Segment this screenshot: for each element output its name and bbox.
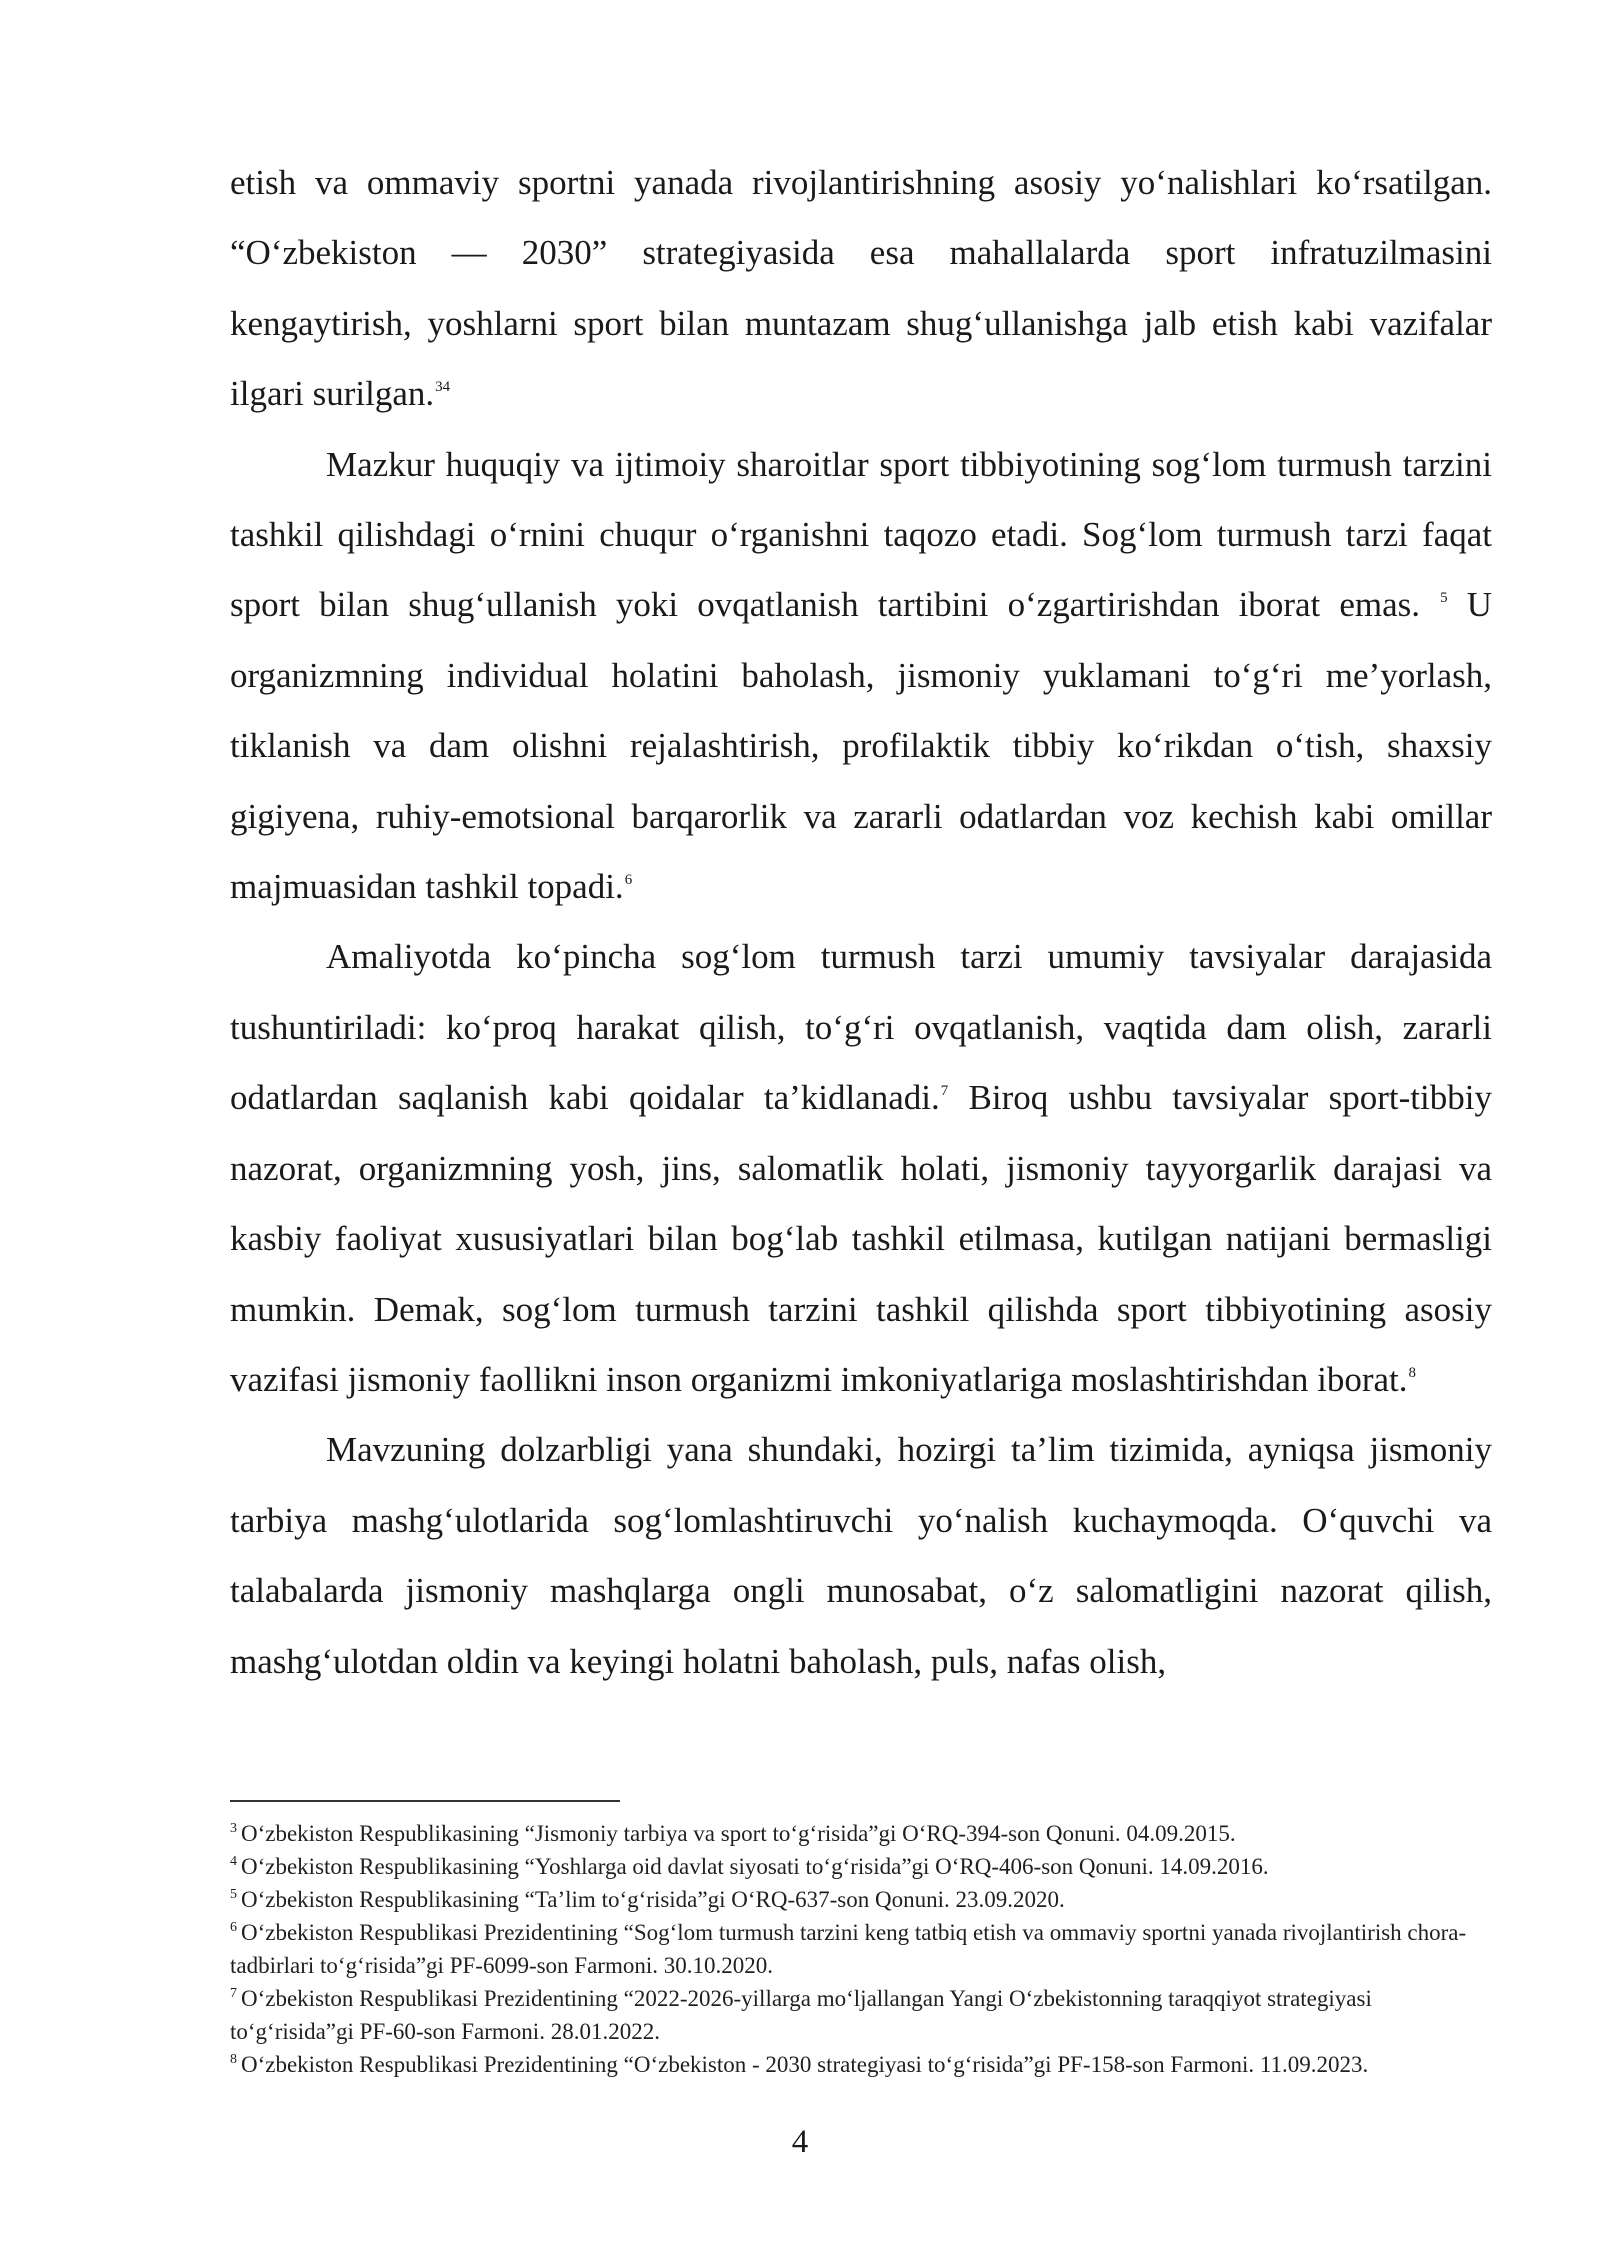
footnote-text: O‘zbekiston Respublikasining “Ta’lim to‘g‘risida”gi O‘RQ-637-son Qonuni. 23.09.2020. [241,1887,1065,1912]
footnote [230,1883,1492,1916]
footnote-number: 6 [230,1920,237,1935]
body-text [230,148,1492,1697]
footnote-number: 4 [230,1854,237,1869]
footnote-number: 8 [230,2052,237,2067]
footnote-reference[interactable]: 34 [435,379,451,396]
footnote [230,1817,1492,1850]
footnote-text: O‘zbekiston Respublikasi Prezidentining “Sog‘lom turmush tarzini keng tatbiq etish va ommaviy sportni yanada rivojlantirish chora-tadbirlari to‘g‘risida”gi PF-6099-son Farmoni. 30.10.2020. [230,1920,1467,1978]
footnote-text: O‘zbekiston Respublikasining “Yoshlarga oid davlat siyosati to‘g‘risida”gi O‘RQ-406-son Qonuni. 14.09.2016. [241,1854,1269,1879]
footnote [230,1982,1492,2048]
paragraph-text: Amaliyotda ko‘pincha sog‘lom turmush tarzi umumiy tavsiyalar darajasida tushuntiriladi: ko‘proq harakat qilish, to‘g‘ri ovqatlanish, vaqtida dam olish, zararli odatlardan saqlanish kabi qoidalar ta’kidlanadi. [230,937,1492,1118]
footnote-text: O‘zbekiston Respublikasining “Jismoniy tarbiya va sport to‘g‘risida”gi O‘RQ-394-son Qonuni. 04.09.2015. [241,1821,1236,1846]
paragraph-text: Mazkur huquqiy va ijtimoiy sharoitlar sport tibbiyotining sog‘lom turmush tarzini tashkil qilishdagi o‘rnini chuqur o‘rganishni taqozo etadi. Sog‘lom turmush tarzi faqat sport bilan shug‘ullanish yoki ovqatlanish tartibini o‘zgartirishdan iborat emas. [230,444,1492,625]
footnote-number: 3 [230,1821,237,1836]
paragraph-text: U organizmning individual holatini baholash, jismoniy yuklamani to‘g‘ri me’yorlash, tiklanish va dam olishni rejalashtirish, profilaktik tibbiy ko‘rikdan o‘tish, shaxsiy gigiyena, ruhiy-emotsional barqarorlik va zararli odatlardan voz kechish kabi omillar majmuasidan tashkil topadi. [230,585,1492,907]
footnote-number: 7 [230,1986,237,2001]
body-paragraph [230,922,1492,1415]
footnote-number: 5 [230,1887,237,1902]
footnote-reference[interactable]: 8 [1408,1364,1416,1381]
paragraph-text: Biroq ushbu tavsiyalar sport-tibbiy nazorat, organizmning yosh, jins, salomatlik holati, jismoniy tayyorgarlik darajasi va kasbiy faoliyat xususiyatlari bilan bog‘lab tashkil etilmasa, kutilgan natijani bermasligi mumkin. Demak, sog‘lom turmush tarzini tashkil qilishda sport tibbiyotining asosiy vazifasi jismoniy faollikni inson organizmi imkoniyatlariga moslashtirishdan iborat. [230,1078,1492,1399]
footnote [230,2048,1492,2081]
footnotes [230,1817,1492,2081]
paragraph-text: etish va ommaviy sportni yanada rivojlantirishning asosiy yo‘nalishlari ko‘rsatilgan. “O‘zbekiston — 2030” strategiyasida esa mahallalarda sport infratuzilmasini kengaytirish, yoshlarni sport bilan muntazam shug‘ullanishga jalb etish kabi vazifalar ilgari surilgan. [230,163,1492,414]
footnote [230,1916,1492,1982]
body-paragraph [230,1415,1492,1697]
footnote-text: O‘zbekiston Respublikasi Prezidentining “2022-2026-yillarga mo‘ljallangan Yangi O‘zbekistonning taraqqiyot strategiyasi to‘g‘risida”gi PF-60-son Farmoni. 28.01.2022. [230,1986,1372,2044]
footnote-reference[interactable]: 7 [940,1083,949,1100]
footnote-text: O‘zbekiston Respublikasi Prezidentining “O‘zbekiston - 2030 strategiyasi to‘g‘risida”gi PF-158-son Farmoni. 11.09.2023. [241,2052,1369,2077]
paragraph-text: Mavzuning dolzarbligi yana shundaki, hozirgi ta’lim tizimida, ayniqsa jismoniy tarbiya mashg‘ulotlarida sog‘lomlashtiruvchi yo‘nalish kuchaymoqda. O‘quvchi va talabalarda jismoniy mashqlarga ongli munosabat, o‘z salomatligini nazorat qilish, mashg‘ulotdan oldin va keyingi holatni baholash, puls, nafas olish, [230,1430,1492,1681]
footnote-reference[interactable]: 5 [1440,590,1448,607]
body-paragraph [230,148,1492,430]
page-number: 4 [791,2124,809,2160]
footnote-reference[interactable]: 6 [624,872,633,889]
footnote-separator [230,1800,620,1802]
body-paragraph [230,430,1492,923]
footnote [230,1850,1492,1883]
